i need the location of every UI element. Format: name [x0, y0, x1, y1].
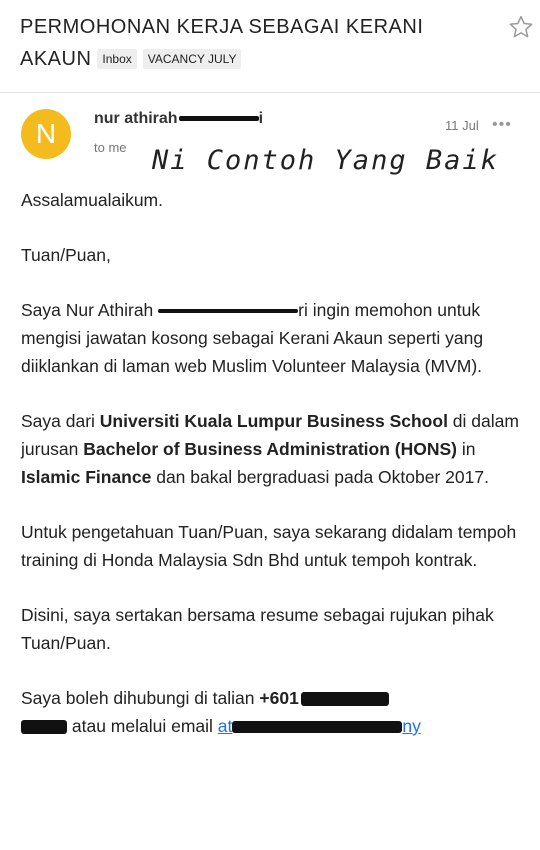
paragraph-5	[21, 684, 526, 740]
phone-redaction-2	[21, 720, 67, 734]
email-header	[20, 12, 520, 74]
salutation: Tuan/Puan,	[21, 245, 111, 265]
paragraph-2	[21, 407, 526, 491]
email-subject-line2-text: AKAUN	[20, 48, 92, 70]
star-icon[interactable]	[508, 14, 534, 40]
phone-number: +601	[259, 688, 299, 708]
more-options-icon[interactable]: •••	[492, 116, 512, 133]
p1-rest: untuk mengisi jawatan kosong sebagai Kerani Akaun seperti yang diiklankan di laman web Muslim Volunteer Malaysia (MVM).	[21, 300, 484, 376]
email-redaction	[232, 721, 402, 733]
p2-major: Islamic Finance	[21, 467, 152, 487]
sender-name-redaction	[179, 116, 259, 121]
header-divider	[0, 92, 540, 93]
p1-start: Saya Nur Athirah	[21, 300, 154, 320]
email-link[interactable]	[218, 716, 421, 736]
email-link-end: ny	[402, 716, 421, 736]
p5-text-b: atau melalui email	[67, 716, 218, 736]
email-body	[21, 186, 526, 767]
paragraph-3: Untuk pengetahuan Tuan/Puan, saya sekarang didalam tempoh training di Honda Malaysia Sdn Bhd untuk tempoh kontrak.	[21, 522, 517, 570]
phone-redaction	[301, 692, 389, 706]
handwritten-note: Ni Contoh Yang Baik	[152, 145, 499, 176]
label-vacancy-july[interactable]: VACANCY JULY	[143, 49, 242, 69]
p2-text-e: in	[456, 439, 476, 459]
p2-university: Universiti Kuala Lumpur Business School	[99, 411, 448, 431]
p2-text-a: Saya dari	[21, 411, 100, 431]
p1-redaction	[158, 309, 298, 313]
label-inbox[interactable]: Inbox	[97, 49, 136, 69]
email-subject-line1: PERMOHONAN KERJA SEBAGAI KERANI	[20, 16, 424, 38]
p5-text-a: Saya boleh dihubungi di talian	[21, 688, 260, 708]
p2-degree: Bachelor of Business Administration (HONS)	[83, 439, 457, 459]
p1-after-redact: ri ingin memohon	[298, 300, 433, 320]
greeting: Assalamualaikum.	[21, 190, 163, 210]
paragraph-4: Disini, saya sertakan bersama resume sebagai rujukan pihak Tuan/Puan.	[21, 605, 494, 653]
sender-avatar[interactable]: N	[21, 109, 71, 159]
email-date: 11 Jul	[445, 118, 479, 133]
email-subject-line2	[20, 44, 520, 74]
p2-text-g: dan bakal bergraduasi pada Oktober 2017.	[151, 467, 489, 487]
sender-name[interactable]	[94, 110, 263, 128]
paragraph-1	[21, 296, 526, 380]
p2-text-c: di dalam jurusan	[21, 411, 519, 459]
sender-name-visible: nur athirah	[94, 110, 178, 127]
sender-name-tail: i	[258, 110, 264, 127]
recipient-label[interactable]: to me	[94, 140, 127, 155]
email-link-start: at	[217, 716, 233, 736]
